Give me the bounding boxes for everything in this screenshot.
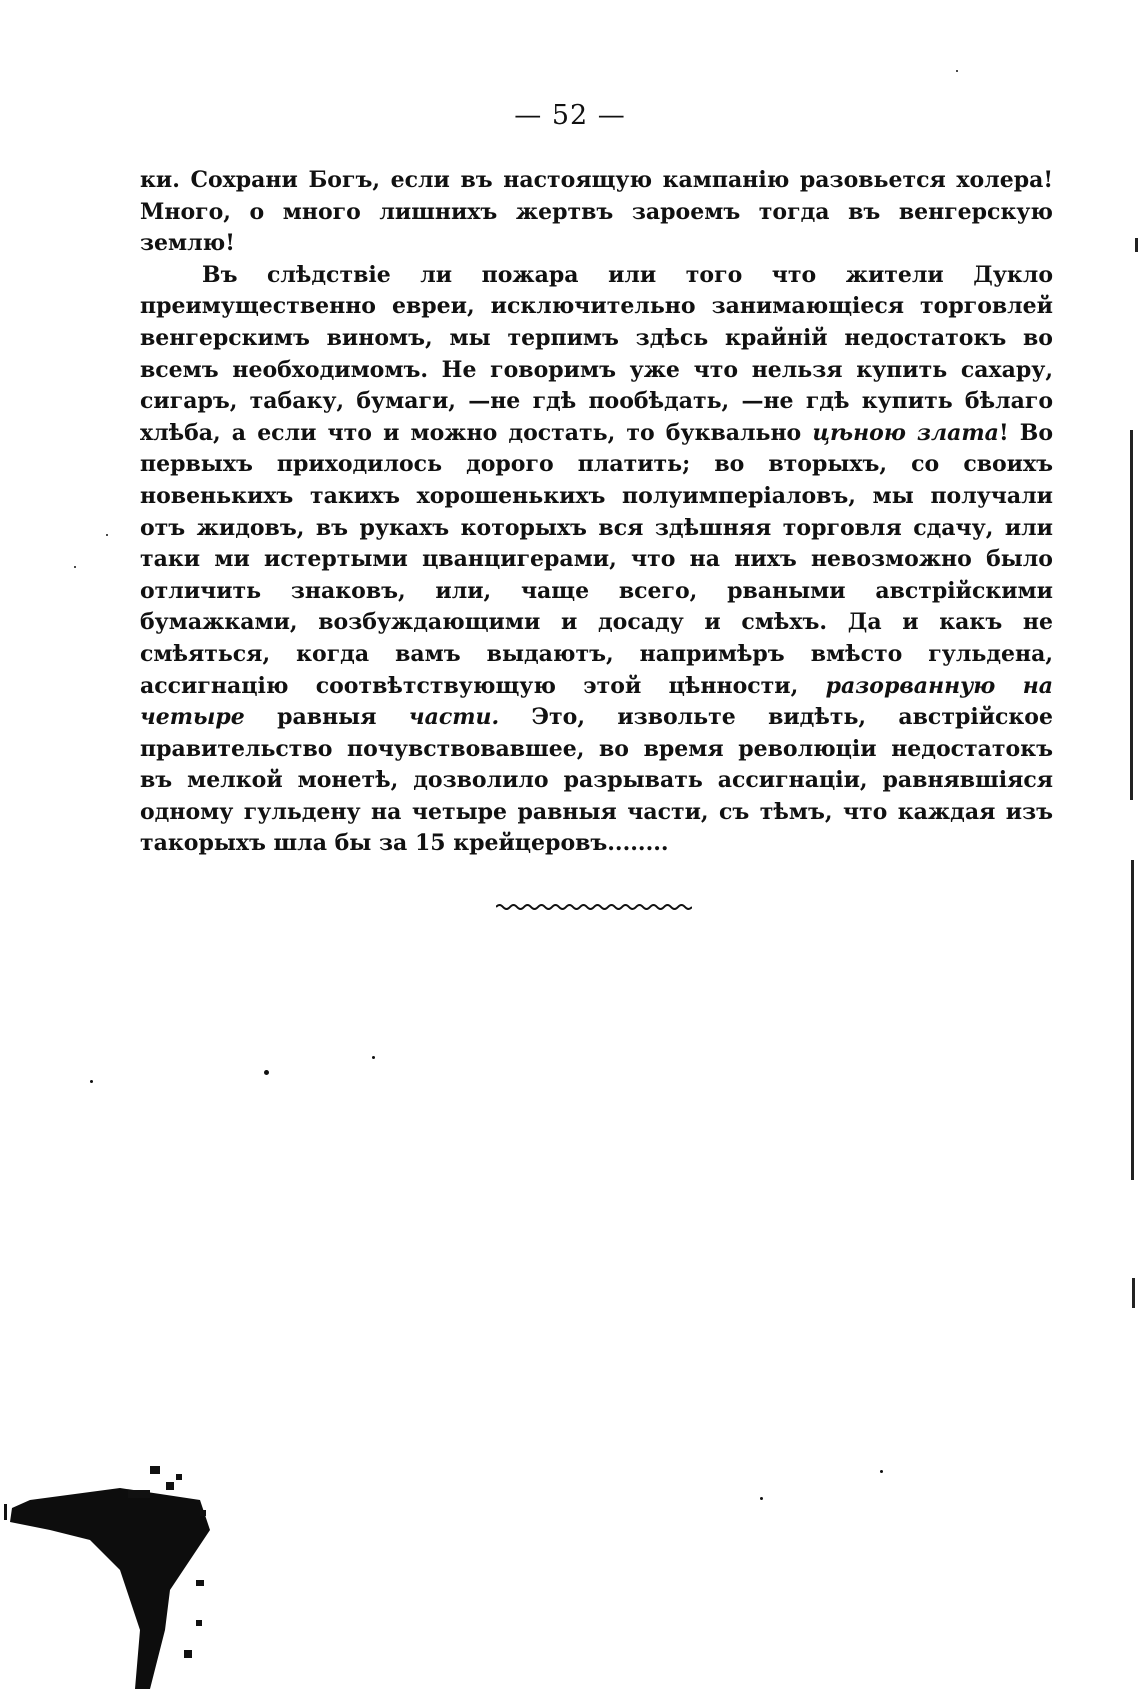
- text-segment: Это, извольте видѣть, австрійское правительство почувствовавшее, во время революціи недостатокъ въ мелкой монетѣ, дозволило разрывать ассигнаціи, равнявшіяся одному гульдену на четыре равныя части, съ тѣмъ, что каждая изъ такорыхъ шла бы за 15 крейцеровъ........: [140, 704, 1053, 857]
- text-segment: Въ слѣдствіе ли пожара или того что жители Дукло преимущественно евреи, исключительно занимающіеся торговлей венгерскимъ виномъ, мы терпимъ здѣсь крайній недостатокъ во всемъ необходимомъ. Не говоримъ уже что нельзя купить сахару, сигаръ, табаку, бумаги, —не гдѣ пообѣдать, —не гдѣ купить бѣлаго хлѣба, а если что и можно достать, то буквально: [140, 261, 1053, 446]
- italic-phrase: части.: [408, 704, 500, 731]
- scan-speck: [90, 1080, 93, 1083]
- scan-speck: [956, 70, 958, 72]
- body-text: [140, 165, 1053, 860]
- text-segment: ! Во первыхъ приходилось дорого платить; во вторыхъ, со своихъ новенькихъ такихъ хорошенькихъ полуимперіаловъ, мы получали отъ жидовъ, въ рукахъ которыхъ вся здѣшняя торговля сдачу, или таки ми истертыми цванцигерами, что на нихъ невозможно было отличить знаковъ, или, чаще всего, рваными австрійскими бумажками, возбуждающими и досаду и смѣхъ. Да и какъ не смѣяться, когда вамъ выдаютъ, напримѣръ вмѣсто гульдена, ассигнацію соотвѣтствующую этой цѣнности,: [140, 419, 1053, 699]
- scan-speck: [880, 1470, 883, 1473]
- scan-speck: [106, 534, 108, 536]
- paragraph-continuation: ки. Сохрани Богъ, если въ настоящую кампанію разовьется холера! Много, о много лишнихъ жертвъ зароемъ тогда въ венгерскую землю!: [140, 167, 1053, 257]
- scan-edge-line: [1135, 238, 1138, 252]
- page-number: — 52 —: [514, 100, 626, 131]
- scan-edge-line: [1131, 860, 1134, 1180]
- scan-speck: [264, 1070, 269, 1075]
- paragraph-main: [140, 260, 1053, 860]
- scan-speck: [74, 566, 76, 568]
- text-segment: равныя: [277, 704, 377, 731]
- italic-phrase: разорванную на четыре: [140, 672, 1053, 731]
- scan-speck: [372, 1056, 375, 1059]
- scan-speck: [760, 1497, 763, 1500]
- ink-blot-stain: [0, 1460, 220, 1689]
- scan-edge-line: [1132, 1278, 1135, 1308]
- wavy-divider-ornament: [496, 901, 692, 913]
- scan-edge-line: [1130, 430, 1133, 800]
- italic-phrase: цѣною злата: [812, 419, 999, 446]
